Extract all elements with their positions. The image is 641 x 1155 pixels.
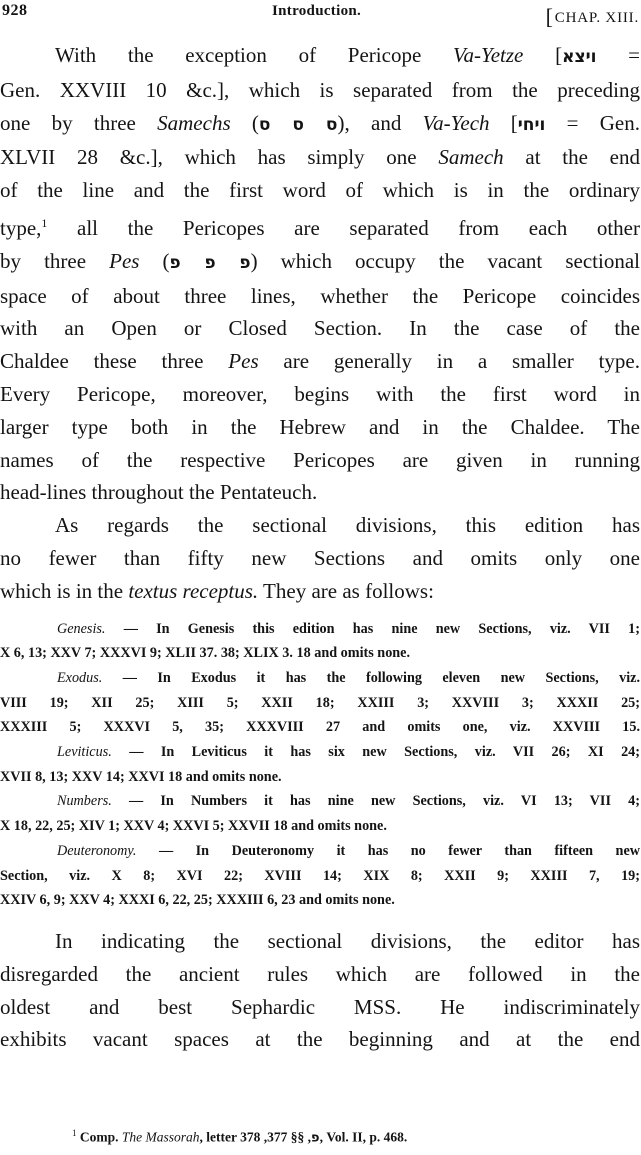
chapter-label [546,2,639,28]
text-line: which is in the textus receptus. They are as follows: [0,578,434,603]
section-list-line: X 18, 22, 25; XIV 1; XXV 4; XXVI 5; XXVII 18 and omits none. [0,818,387,835]
text-line: As regards the sectional divisions, this edition has [55,513,640,538]
hebrew-word: ויצא [562,47,597,67]
footnote-marker: 1 [72,1128,77,1138]
text-line: larger type both in the Hebrew and in the Chaldee. The [0,414,640,439]
hebrew-letter: פ [311,1130,320,1146]
section-list-line: Section, viz. X 8; XVI 22; XVIII 14; XIX 8; XXII 9; XXIII 7, 19; [0,867,640,884]
section-list-line: Genesis. — In Genesis this edition has nine new Sections, viz. VII 1; [57,620,640,637]
section-list-line: XVII 8, 13; XXV 14; XXVI 18 and omits none. [0,768,282,785]
text-line: In indicating the sectional divisions, the editor has [55,928,640,953]
hebrew-word: ויחי [517,114,546,135]
text-line: by three Pes (פ פ פ) which occupy the vacant sectional [0,248,640,273]
page-number: 928 [2,2,28,19]
section-list-line: XXXIII 5; XXXVI 5, 35; XXXVIII 27 and omits one, viz. XXVIII 15. [0,719,640,736]
text-line: oldest and best Sephardic MSS. He indiscriminately [0,994,640,1019]
text-line: head-lines throughout the Pentateuch. [0,480,318,505]
body-text [0,39,640,1056]
section-list-line: Leviticus. — In Leviticus it has six new Sections, viz. VII 26; XI 24; [57,744,640,761]
text-line: no fewer than fifty new Sections and omits only one [0,545,640,570]
text-line: disregarded the ancient rules which are followed in the [0,961,640,986]
text-line: with an Open or Closed Section. In the case of the [0,316,640,341]
text-line: space of about three lines, whether the Pericope coincides [0,283,640,308]
hebrew-letters: ס ס ס [258,114,338,135]
header-bracket: [ [545,4,554,29]
text-line: type,$^1$ all the Pericopes are separated from each other [0,215,640,240]
hebrew-letters: פ פ פ [169,252,251,273]
text-line: Every Pericope, moreover, begins with the first word in [0,381,640,406]
text-line: Gen. XXVIII 10 &c.], which is separated from the preceding [0,77,640,102]
chapter-text: CHAP. XIII. [554,10,639,26]
text-line: With the exception of Pericope Va-Yetze [ויצא = [55,43,640,67]
section-list-line: VIII 19; XII 25; XIII 5; XXII 18; XXIII 3; XXVIII 3; XXXII 25; [0,694,640,711]
running-title: Introduction. [272,3,362,19]
running-header [0,0,641,29]
footnote: $^1$ Comp. The Massorah, letter פ, §§ 377, 378, Vol. II, p. 468. [72,1128,408,1146]
text-line: names of the respective Pericopes are given in running [0,447,640,472]
section-list-line: Numbers. — In Numbers it has nine new Sections, viz. VI 13; VII 4; [57,793,640,810]
footnote-title: The Massorah [121,1129,200,1145]
section-list-line: XXIV 6, 9; XXV 4; XXXI 6, 22, 25; XXXIII 6, 23 and omits none. [0,892,395,909]
section-list-line: Deuteronomy. — In Deuteronomy it has no fewer than fifteen new [57,842,640,859]
text-line: one by three Samechs (ס ס ס), and Va-Yech [ויחי = Gen. [0,110,640,135]
section-list-line: X 6, 13; XXV 7; XXXVI 9; XLII 37. 38; XLIX 3. 18 and omits none. [0,645,411,662]
text-line: exhibits vacant spaces at the beginning and at the end [0,1027,640,1052]
text-line: Chaldee these three Pes are generally in a smaller type. [0,349,640,374]
text-line: XLVII 28 &c.], which has simply one Samech at the end [0,145,640,170]
footnote-ref: 1 [41,215,48,230]
text-line: of the line and the first word of which is in the ordinary [0,178,640,203]
section-list-line: Exodus. — In Exodus it has the following eleven new Sections, viz. [57,669,640,686]
